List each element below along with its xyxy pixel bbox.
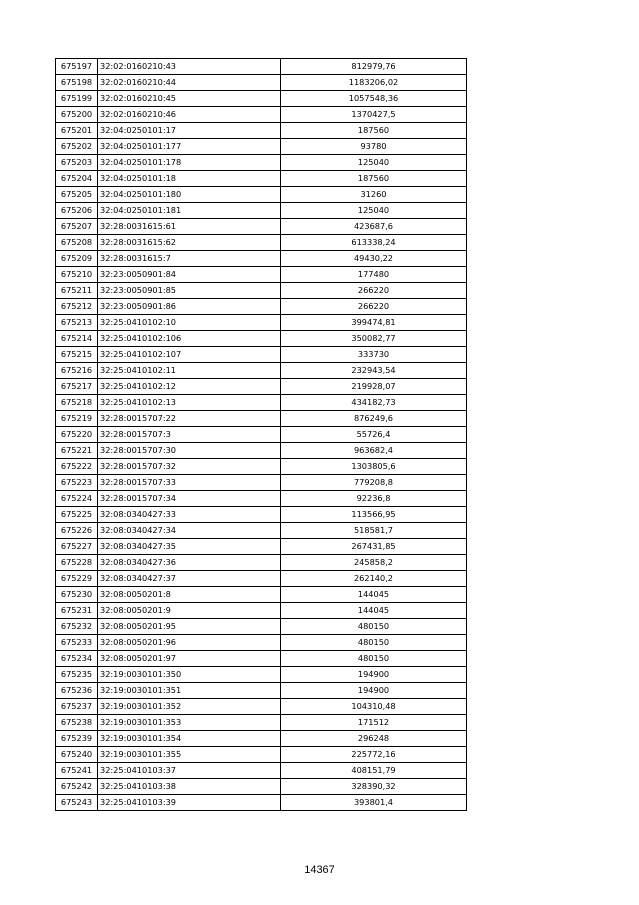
cadastral-value-cell: 219928,07: [281, 379, 467, 395]
table-row: [56, 539, 467, 555]
row-id-cell: 675235: [56, 667, 98, 683]
cadastral-number-cell: 32:02:0160210:45: [98, 91, 281, 107]
table-row: [56, 299, 467, 315]
cadastral-number-cell: 32:04:0250101:177: [98, 139, 281, 155]
cadastral-value-cell: 408151,79: [281, 763, 467, 779]
table-row: [56, 75, 467, 91]
cadastral-number-cell: 32:08:0050201:97: [98, 651, 281, 667]
cadastral-value-cell: 1370427,5: [281, 107, 467, 123]
cadastral-number-cell: 32:23:0050901:86: [98, 299, 281, 315]
cadastral-number-cell: 32:02:0160210:46: [98, 107, 281, 123]
cadastral-value-cell: 812979,76: [281, 59, 467, 75]
cadastral-number-cell: 32:28:0031615:7: [98, 251, 281, 267]
cadastral-value-cell: 125040: [281, 155, 467, 171]
cadastral-number-cell: 32:19:0030101:353: [98, 715, 281, 731]
cadastral-value-cell: 194900: [281, 667, 467, 683]
row-id-cell: 675238: [56, 715, 98, 731]
table-row: [56, 219, 467, 235]
table-row: [56, 363, 467, 379]
cadastral-value-cell: 328390,32: [281, 779, 467, 795]
cadastral-value-cell: 393801,4: [281, 795, 467, 811]
cadastral-number-cell: 32:25:0410102:106: [98, 331, 281, 347]
row-id-cell: 675205: [56, 187, 98, 203]
table-row: [56, 571, 467, 587]
cadastral-value-cell: 963682,4: [281, 443, 467, 459]
row-id-cell: 675242: [56, 779, 98, 795]
row-id-cell: 675213: [56, 315, 98, 331]
cadastral-value-cell: 518581,7: [281, 523, 467, 539]
table-row: [56, 795, 467, 811]
cadastral-value-cell: 480150: [281, 635, 467, 651]
cadastral-number-cell: 32:08:0340427:35: [98, 539, 281, 555]
table-row: [56, 91, 467, 107]
row-id-cell: 675217: [56, 379, 98, 395]
row-id-cell: 675198: [56, 75, 98, 91]
table-row: [56, 731, 467, 747]
cadastral-number-cell: 32:08:0050201:95: [98, 619, 281, 635]
cadastral-value-cell: 333730: [281, 347, 467, 363]
table-row: [56, 587, 467, 603]
cadastral-number-cell: 32:08:0340427:36: [98, 555, 281, 571]
row-id-cell: 675241: [56, 763, 98, 779]
cadastral-value-cell: 31260: [281, 187, 467, 203]
row-id-cell: 675233: [56, 635, 98, 651]
table-row: [56, 491, 467, 507]
cadastral-value-cell: 779208,8: [281, 475, 467, 491]
row-id-cell: 675243: [56, 795, 98, 811]
cadastral-value-cell: 423687,6: [281, 219, 467, 235]
table-row: [56, 523, 467, 539]
cadastral-number-cell: 32:02:0160210:44: [98, 75, 281, 91]
cadastral-value-cell: 125040: [281, 203, 467, 219]
table-row: [56, 699, 467, 715]
row-id-cell: 675232: [56, 619, 98, 635]
cadastral-value-cell: 232943,54: [281, 363, 467, 379]
cadastral-number-cell: 32:08:0050201:9: [98, 603, 281, 619]
table-row: [56, 59, 467, 75]
cadastral-number-cell: 32:08:0340427:34: [98, 523, 281, 539]
row-id-cell: 675239: [56, 731, 98, 747]
page-number: 14367: [304, 864, 335, 876]
table-row: [56, 603, 467, 619]
cadastral-number-cell: 32:02:0160210:43: [98, 59, 281, 75]
cadastral-value-cell: 144045: [281, 603, 467, 619]
cadastral-number-cell: 32:19:0030101:352: [98, 699, 281, 715]
cadastral-number-cell: 32:28:0015707:22: [98, 411, 281, 427]
table-row: [56, 411, 467, 427]
cadastral-value-cell: 171512: [281, 715, 467, 731]
cadastral-value-table: [55, 58, 467, 811]
cadastral-number-cell: 32:04:0250101:180: [98, 187, 281, 203]
row-id-cell: 675236: [56, 683, 98, 699]
cadastral-value-cell: 296248: [281, 731, 467, 747]
table-row: [56, 443, 467, 459]
table-row: [56, 651, 467, 667]
cadastral-number-cell: 32:25:0410103:39: [98, 795, 281, 811]
cadastral-number-cell: 32:28:0015707:33: [98, 475, 281, 491]
table-row: [56, 747, 467, 763]
row-id-cell: 675230: [56, 587, 98, 603]
cadastral-number-cell: 32:25:0410103:37: [98, 763, 281, 779]
cadastral-number-cell: 32:19:0030101:351: [98, 683, 281, 699]
row-id-cell: 675212: [56, 299, 98, 315]
table-row: [56, 187, 467, 203]
table-row: [56, 619, 467, 635]
cadastral-value-cell: 55726,4: [281, 427, 467, 443]
row-id-cell: 675228: [56, 555, 98, 571]
row-id-cell: 675222: [56, 459, 98, 475]
cadastral-value-cell: 480150: [281, 651, 467, 667]
cadastral-number-cell: 32:23:0050901:84: [98, 267, 281, 283]
cadastral-value-cell: 49430,22: [281, 251, 467, 267]
cadastral-number-cell: 32:28:0031615:61: [98, 219, 281, 235]
row-id-cell: 675225: [56, 507, 98, 523]
cadastral-value-cell: 480150: [281, 619, 467, 635]
row-id-cell: 675223: [56, 475, 98, 491]
row-id-cell: 675200: [56, 107, 98, 123]
table-body: [56, 59, 467, 811]
row-id-cell: 675209: [56, 251, 98, 267]
table-row: [56, 203, 467, 219]
cadastral-value-cell: 876249,6: [281, 411, 467, 427]
table-row: [56, 427, 467, 443]
cadastral-value-cell: 266220: [281, 299, 467, 315]
cadastral-value-cell: 144045: [281, 587, 467, 603]
row-id-cell: 675202: [56, 139, 98, 155]
cadastral-number-cell: 32:19:0030101:355: [98, 747, 281, 763]
cadastral-value-cell: 266220: [281, 283, 467, 299]
cadastral-number-cell: 32:25:0410102:12: [98, 379, 281, 395]
table-row: [56, 395, 467, 411]
row-id-cell: 675216: [56, 363, 98, 379]
cadastral-number-cell: 32:04:0250101:17: [98, 123, 281, 139]
cadastral-number-cell: 32:25:0410102:10: [98, 315, 281, 331]
cadastral-number-cell: 32:28:0015707:32: [98, 459, 281, 475]
row-id-cell: 675218: [56, 395, 98, 411]
table-row: [56, 123, 467, 139]
row-id-cell: 675201: [56, 123, 98, 139]
row-id-cell: 675197: [56, 59, 98, 75]
cadastral-number-cell: 32:04:0250101:178: [98, 155, 281, 171]
table-row: [56, 667, 467, 683]
cadastral-value-cell: 113566,95: [281, 507, 467, 523]
cadastral-value-cell: 1303805,6: [281, 459, 467, 475]
table-row: [56, 379, 467, 395]
cadastral-number-cell: 32:08:0340427:33: [98, 507, 281, 523]
table-row: [56, 507, 467, 523]
table-row: [56, 315, 467, 331]
cadastral-value-cell: 245858,2: [281, 555, 467, 571]
table-row: [56, 683, 467, 699]
cadastral-number-cell: 32:28:0015707:3: [98, 427, 281, 443]
table-row: [56, 171, 467, 187]
row-id-cell: 675207: [56, 219, 98, 235]
row-id-cell: 675214: [56, 331, 98, 347]
cadastral-value-cell: 194900: [281, 683, 467, 699]
table-row: [56, 139, 467, 155]
table-row: [56, 779, 467, 795]
row-id-cell: 675204: [56, 171, 98, 187]
table-row: [56, 235, 467, 251]
row-id-cell: 675227: [56, 539, 98, 555]
cadastral-value-cell: 350082,77: [281, 331, 467, 347]
cadastral-value-cell: 267431,85: [281, 539, 467, 555]
cadastral-number-cell: 32:28:0015707:30: [98, 443, 281, 459]
table-row: [56, 267, 467, 283]
cadastral-number-cell: 32:28:0015707:34: [98, 491, 281, 507]
cadastral-number-cell: 32:25:0410103:38: [98, 779, 281, 795]
cadastral-value-cell: 177480: [281, 267, 467, 283]
cadastral-number-cell: 32:08:0050201:96: [98, 635, 281, 651]
row-id-cell: 675199: [56, 91, 98, 107]
cadastral-number-cell: 32:25:0410102:107: [98, 347, 281, 363]
cadastral-number-cell: 32:19:0030101:350: [98, 667, 281, 683]
table-row: [56, 459, 467, 475]
row-id-cell: 675215: [56, 347, 98, 363]
cadastral-value-cell: 187560: [281, 171, 467, 187]
row-id-cell: 675234: [56, 651, 98, 667]
table-row: [56, 155, 467, 171]
row-id-cell: 675210: [56, 267, 98, 283]
row-id-cell: 675221: [56, 443, 98, 459]
row-id-cell: 675226: [56, 523, 98, 539]
table-row: [56, 635, 467, 651]
cadastral-number-cell: 32:23:0050901:85: [98, 283, 281, 299]
table-row: [56, 107, 467, 123]
cadastral-number-cell: 32:04:0250101:18: [98, 171, 281, 187]
table-row: [56, 251, 467, 267]
row-id-cell: 675224: [56, 491, 98, 507]
row-id-cell: 675211: [56, 283, 98, 299]
table-row: [56, 283, 467, 299]
cadastral-number-cell: 32:19:0030101:354: [98, 731, 281, 747]
cadastral-value-cell: 1183206,02: [281, 75, 467, 91]
cadastral-value-cell: 225772,16: [281, 747, 467, 763]
cadastral-value-cell: 399474,81: [281, 315, 467, 331]
row-id-cell: 675220: [56, 427, 98, 443]
row-id-cell: 675237: [56, 699, 98, 715]
cadastral-value-cell: 187560: [281, 123, 467, 139]
cadastral-number-cell: 32:08:0340427:37: [98, 571, 281, 587]
table-row: [56, 475, 467, 491]
cadastral-value-cell: 93780: [281, 139, 467, 155]
row-id-cell: 675203: [56, 155, 98, 171]
table-row: [56, 331, 467, 347]
row-id-cell: 675231: [56, 603, 98, 619]
cadastral-number-cell: 32:08:0050201:8: [98, 587, 281, 603]
cadastral-number-cell: 32:25:0410102:11: [98, 363, 281, 379]
cadastral-number-cell: 32:25:0410102:13: [98, 395, 281, 411]
table-row: [56, 347, 467, 363]
row-id-cell: 675240: [56, 747, 98, 763]
cadastral-value-cell: 262140,2: [281, 571, 467, 587]
cadastral-value-cell: 434182,73: [281, 395, 467, 411]
cadastral-value-cell: 1057548,36: [281, 91, 467, 107]
cadastral-number-cell: 32:04:0250101:181: [98, 203, 281, 219]
row-id-cell: 675229: [56, 571, 98, 587]
table-row: [56, 715, 467, 731]
row-id-cell: 675208: [56, 235, 98, 251]
row-id-cell: 675206: [56, 203, 98, 219]
table-row: [56, 763, 467, 779]
cadastral-number-cell: 32:28:0031615:62: [98, 235, 281, 251]
row-id-cell: 675219: [56, 411, 98, 427]
cadastral-value-cell: 613338,24: [281, 235, 467, 251]
cadastral-value-cell: 104310,48: [281, 699, 467, 715]
table-row: [56, 555, 467, 571]
cadastral-value-cell: 92236,8: [281, 491, 467, 507]
